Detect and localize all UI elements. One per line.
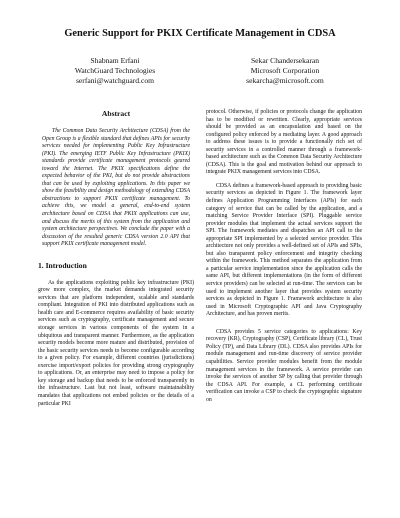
author-email: sekarcha@microsoft.com [246, 76, 324, 85]
author-email: serfani@watchguard.com [75, 76, 155, 85]
author-block-1 [30, 56, 200, 86]
abstract-text: The Common Data Security Architecture (CDSA) from the Open Group is a flexible standard that defines APIs for security services needed for implementing Public Key Infrastructure (PKI). The emerging IETF Public Key Infrastructure (PKIX) standards provide certificate management protocols geared toward the Internet. The PKIX specifications define the expected behavior of the PKI, but do not provide abstractions that can be used by exploiting applications. In this paper we show the feasibility and design methodology of extending CDSA abstractions to support PKIX certificate management. To achieve this, we model a general, end-to-end system architecture based on CDSA that PKIX applications can use, and discuss the merits of this system from the application and system architecture perspectives. We conclude the paper with a discussion of the resulted generic CDSA version 2.0 API that support PKIX certificate management model. [42, 128, 190, 248]
author-affiliation: WatchGuard Technologies [74, 66, 156, 75]
paper-title: Generic Support for PKIX Certificate Management in CDSA [64, 28, 336, 39]
intro-paragraph: As the applications exploiting public key infrastructure (PKI) grow more complex, the market demands integrated security services that are platform independent, scalable and standards compliant. Integration of PKI into distributed applications such as health care and E-commerce requires availability of basic security services such as cryptography, certificate management and secure storage services in various components of the system in a ubiquitous and transparent manner. Furthermore, as the application security models become more mature and distributed, provision of the basic security services needs to become configurable according to a given policy. For example, different countries (jurisdictions) exercise import/export policies for providing strong cryptography to applications. Or, an enterprise may need to impose a policy for key storage and backup that needs to be enforced transparently in the infrastructure. Last but not least, software maintainability mandates that applications not embed policies or the details of a particular PKI [38, 279, 194, 407]
body-paragraph: CDSA provides 5 service categories to applications: Key recovery (KR), Cryptography (CSP), Certificate library (CL), Trust Policy (TP), and Data Library (DL). CDSA also provides APIs for module management and run-time discovery of service provider capabilities. Service provider modules benefit from the module management services in the framework. A service provider can invoke the services of another SP by calling that provider through the CDSA API. For example, a CL performing certificate verification can invoke a CSP to check the cryptographic signature on [206, 328, 362, 403]
body-paragraph: protocol. Otherwise, if policies or protocols change the application has to be modified or rewritten. Clearly, appropriate services should be provided as an encapsulation and based on the configured policy enforced by a mediating layer. A good approach to address these issues is to provide a functionally rich set of security services in a controlled manner through a framework-based architecture such as the Common Data Security Architecture (CDSA). This is the goal and motivation behind our approach to integrate PKIX management services into CDSA. [206, 109, 362, 176]
section-heading-introduction: 1. Introduction [38, 260, 87, 270]
body-paragraph: CDSA defines a framework-based approach to providing basic security services as depicted in Figure 1. The framework layer defines Application Programming Interfaces (APIs) for each category of service that can be called by the application, and a matching Service Provider Interface (SPI). Pluggable service provider modules that implement the actual services support the SPI. The framework mediates and dispatches an API call to the appropriate SPI implemented by a selected service provider. This architecture not only provides a well-defined set of APIs and SPIs, but also transparent policy enforcement and integrity checking within the framework. This method separates the application from a particular service implementation since the application calls the same API, but different implementations (in the form of different service providers) can be selected at run-time. The services can be used to implement another layer that provides system security services as depicted in Figure 1. Framework architecture is also used in Microsoft Cryptographic API and Java Cryptography Architecture, and has proven merits. [206, 182, 362, 318]
author-affiliation: Microsoft Corporation [250, 66, 320, 75]
author-name: Sekar Chandersekaran [250, 56, 320, 65]
author-name: Shabnam Erfani [90, 56, 140, 65]
abstract-heading: Abstract [101, 109, 131, 118]
left-column [38, 109, 194, 414]
author-block-2 [200, 56, 370, 86]
right-column [206, 109, 362, 410]
